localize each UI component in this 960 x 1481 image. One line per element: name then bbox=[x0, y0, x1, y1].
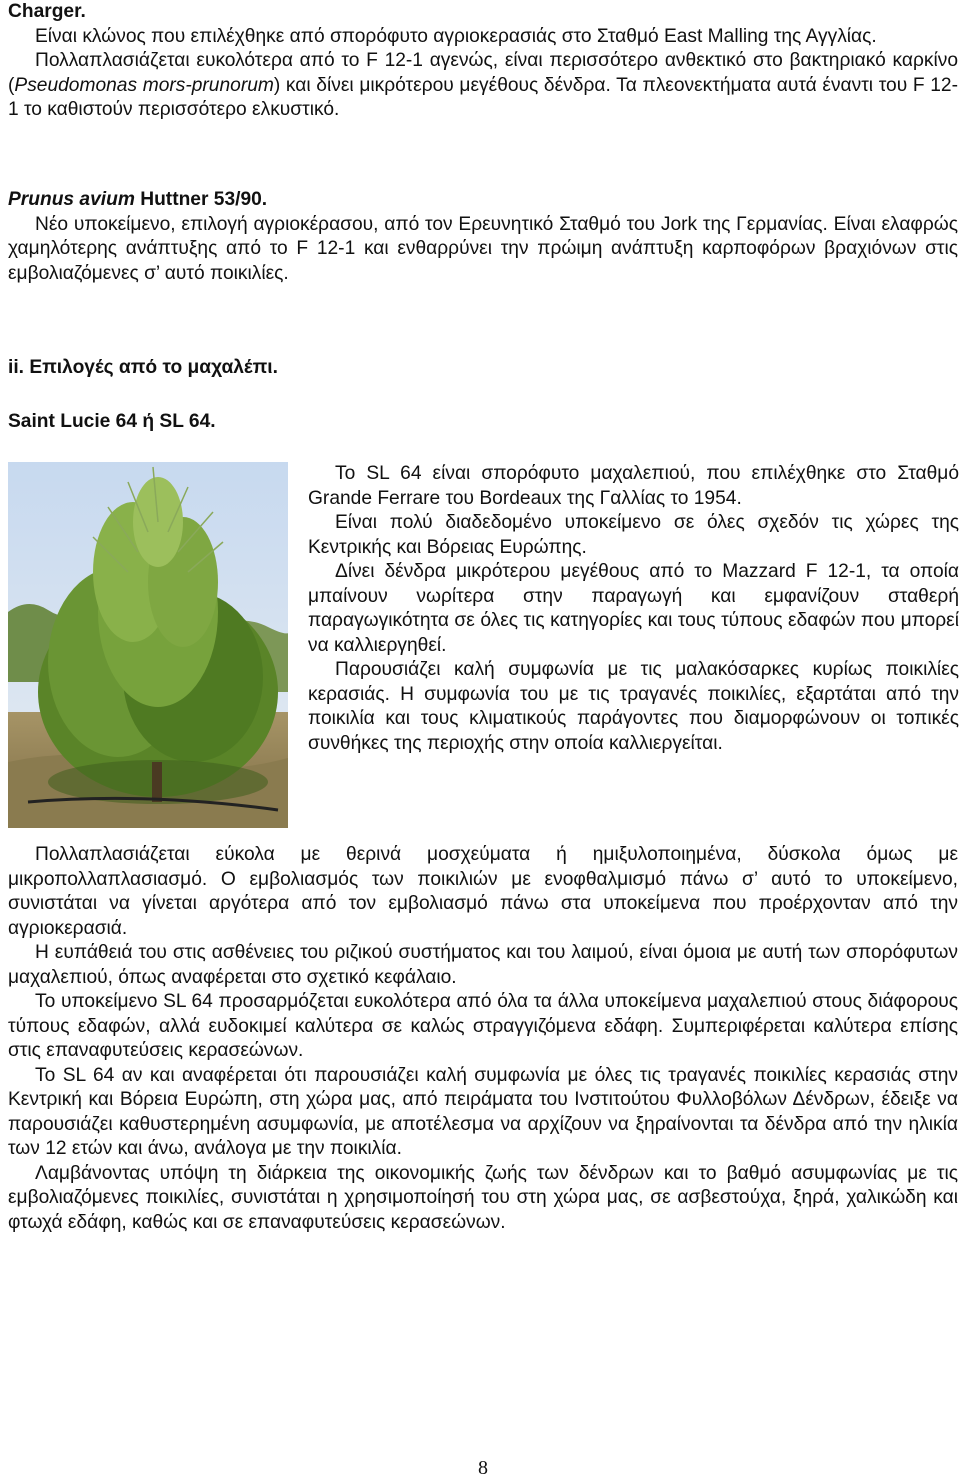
huttner-section bbox=[8, 188, 958, 286]
page-number: 8 bbox=[478, 1457, 488, 1479]
sl64-side-column bbox=[308, 462, 959, 756]
sl64-heading: Saint Lucie 64 ή SL 64. bbox=[8, 411, 216, 432]
species-name: Prunus avium bbox=[8, 189, 135, 210]
sl64-side-paragraph-1: Το SL 64 είναι σπορόφυτο μαχαλεπιού, που επιλέχθηκε στο Σταθμό Grande Ferrare του Bordeaux της Γαλλίας το 1954. bbox=[308, 463, 959, 509]
sl64-side-paragraph-4: Παρουσιάζει καλή συμφωνία με τις μαλακόσαρκες κυρίως ποικιλίες κερασιάς. Η συμφωνία του με τις τραγανές ποικιλίες, εξαρτάται από την ποικιλία και τους κλιματικούς παράγοντες που διαμορφώνουν οι τοπικές συνθήκες της περιοχής στην οποία καλλιεργείται. bbox=[308, 659, 959, 754]
document-page bbox=[8, 0, 959, 1479]
sl64-heading-block bbox=[8, 410, 958, 435]
charger-section bbox=[8, 0, 958, 123]
pathogen-name: Pseudomonas mors-prunorum bbox=[14, 74, 274, 96]
sl64-paragraph-8: Το SL 64 αν και αναφέρεται ότι παρουσιάζει καλή συμφωνία με όλες τις τραγανές ποικιλίες κερασιάς στην Κεντρική και Βόρεια Ευρώπη, στη χώρα μας, από πειράματα του Ινστιτούτου Φυλλοβόλων Δένδρων, έδειξε να παρουσιάζει καθυστερημένη ασυμφωνία, με αποτέλεσμα να αρχίζουν να ξηραίνονται τα δένδρα από την ηλικία των 12 ετών και άνω, ανάλογα με την ποικιλία. bbox=[8, 1064, 958, 1159]
sl64-side-paragraph-3: Δίνει δένδρα μικρότερου μεγέθους από το Mazzard F 12-1, τα οποία μπαίνουν νωρίτερα στην παραγωγή και εμφανίζουν σταθερή παραγωγικότητα σε όλες τις κατηγορίες και τους τύπους εδαφών που μπορεί να καλλιεργηθεί. bbox=[308, 561, 959, 656]
sl64-side-paragraph-2: Είναι πολύ διαδεδομένο υποκείμενο σε όλες σχεδόν τις χώρες της Κεντρικής και Βόρειας Ευρώπης. bbox=[308, 512, 959, 558]
charger-text-b: ) και δίνει μικρότερου μεγέθους δένδρα. Τα πλεονεκτήματα αυτά έναντι του F 12-1 το καθιστούν περισσότερο ελκυστικό. bbox=[8, 74, 958, 120]
huttner-heading-rest: Huttner 53/90. bbox=[134, 189, 268, 210]
section-ii bbox=[8, 356, 958, 381]
sl64-paragraph-6: Η ευπάθειά του στις ασθένειες του ριζικού συστήματος και του λαιμού, είναι όμοια με αυτή των σπορόφυτων μαχαλεπιού, όπως αναφέρεται στο σχετικό κεφάλαιο. bbox=[8, 942, 958, 988]
tree-photo bbox=[8, 462, 288, 828]
charger-text-a: Πολλαπλασιάζεται ευκολότερα από το F 12-1 αγενώς, είναι περισσότερο ανθεκτικό στο βακτηριακό καρκίνο ( bbox=[8, 50, 958, 96]
huttner-heading bbox=[8, 188, 958, 213]
huttner-paragraph: Νέο υποκείμενο, επιλογή αγριοκέρασου, από τον Ερευνητικό Σταθμό του Jork της Γερμανίας. Είναι ελαφρώς χαμηλότερης ανάπτυξης από το F 12-1 και ενθαρρύνει την πρώιμη ανάπτυξη καρποφόρων βραχιόνων στις εμβολιαζόμενες σ’ αυτό ποικιλίες. bbox=[8, 213, 958, 284]
charger-paragraph-1: Είναι κλώνος που επιλέχθηκε από σπορόφυτο αγριοκερασιάς στο Σταθμό East Malling της Αγγλίας. bbox=[35, 25, 877, 47]
sl64-paragraph-5: Πολλαπλασιάζεται εύκολα με θερινά μοσχεύματα ή ημιξυλοποιημένα, δύσκολα όμως με μικροπολλαπλασιασμό. Ο εμβολιασμός των ποικιλιών με ενοφθαλμισμό πάνω σ’ αυτό το υποκείμενο, συνιστάται να γίνεται αργότερα από τον εμβολιασμό πάνω στα υποκείμενα που προέρχονταν από την αγριοκερασιά. bbox=[8, 844, 958, 939]
charger-heading: Charger. bbox=[8, 1, 86, 22]
sl64-paragraph-9: Λαμβάνοντας υπόψη τη διάρκεια της οικονομικής ζωής των δένδρων και το βαθμό ασυμφωνίας με τις εμβολιαζόμενες ποικιλίες, συνιστάται η χρησιμοποίησή του στη χώρα μας, σε ασβεστούχα, ξηρά, χαλικώδη και φτωχά εδάφη, καθώς και σε επαναφυτεύσεις κερασεώνων. bbox=[8, 1162, 958, 1233]
section-ii-heading: ii. Επιλογές από το μαχαλέπι. bbox=[8, 357, 278, 378]
sl64-body bbox=[8, 843, 958, 1235]
tree-photo-illustration bbox=[8, 462, 288, 828]
sl64-paragraph-7: Το υποκείμενο SL 64 προσαρμόζεται ευκολότερα από όλα τα άλλα υποκείμενα μαχαλεπιού στους διάφορους τύπους εδαφών, αλλά ευδοκιμεί καλύτερα σε καλώς στραγγιζόμενα εδάφη. Συμπεριφέρεται καλύτερα επίσης στις επαναφυτεύσεις κερασεώνων. bbox=[8, 991, 958, 1061]
charger-paragraph-2 bbox=[8, 49, 958, 123]
